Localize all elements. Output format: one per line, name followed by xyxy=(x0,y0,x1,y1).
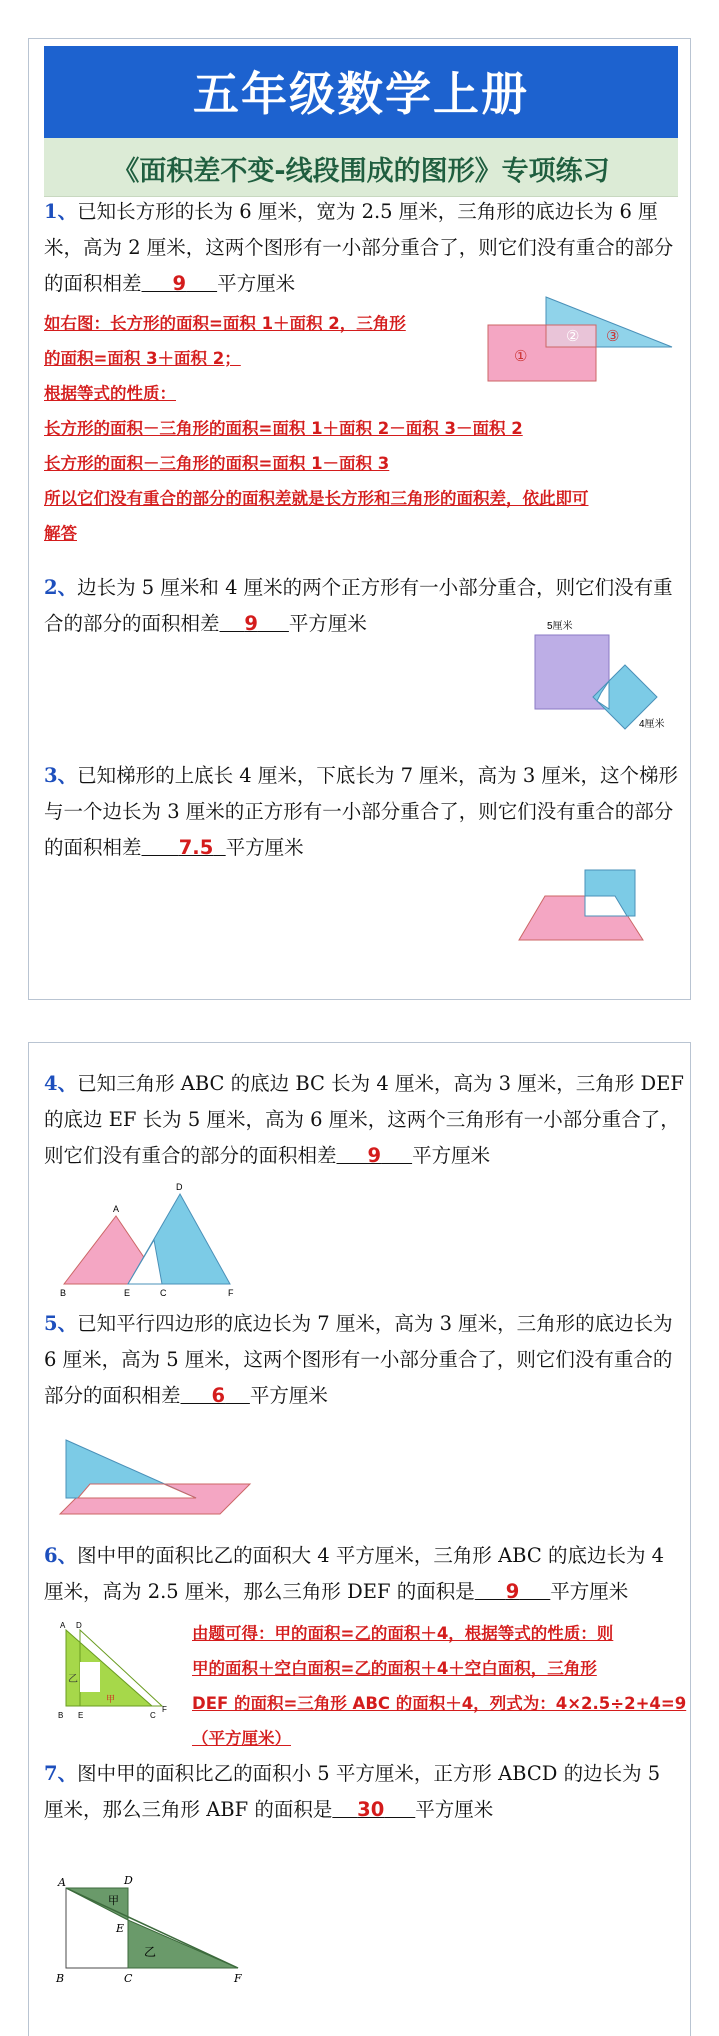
question-text: 已知平行四边形的底边长为 7 厘米，高为 3 厘米，三角形的底边长为 6 厘米，高为 5 厘米，这两个图形有一小部分重合了，则它们没有重合的部分的面积相差 xyxy=(44,1312,673,1407)
question-text: 边长为 5 厘米和 4 厘米的两个正方形有一小部分重合，则它们没有重合的部分的面积相差 xyxy=(44,576,673,635)
answer-unit: 平方厘米 xyxy=(412,1144,491,1167)
answer-blank xyxy=(332,1792,415,1828)
question-6 xyxy=(44,1538,684,1610)
figure-label: ① xyxy=(514,347,528,365)
subtitle-banner xyxy=(44,138,678,197)
question-number: 7、 xyxy=(44,1762,78,1785)
explain-line: （平方厘米） xyxy=(192,1729,291,1748)
answer-value: 9 xyxy=(367,1144,382,1167)
figure-two-squares xyxy=(525,615,695,735)
question-text: 已知梯形的上底长 4 厘米，下底长为 7 厘米，高为 3 厘米，这个梯形与一个边长为 3 厘米的正方形有一小部分重合了，则它们没有重合的部分的面积相差 xyxy=(44,764,678,859)
question-number: 6、 xyxy=(44,1544,78,1567)
explain-line: 长方形的面积－三角形的面积=面积 1＋面积 2－面积 3－面积 2 xyxy=(44,419,523,438)
figure-label: A xyxy=(58,1876,66,1889)
explain-line: DEF 的面积=三角形 ABC 的面积＋4，列式为：4×2.5÷2+4=9 xyxy=(192,1694,687,1713)
figure-rect-triangle xyxy=(478,295,688,385)
explain-line: 根据等式的性质： xyxy=(44,384,176,403)
question-number: 5、 xyxy=(44,1312,78,1335)
figure-label: D xyxy=(124,1874,133,1887)
figure-label: A xyxy=(60,1621,66,1630)
figure-label: 甲 xyxy=(106,1695,116,1705)
explain-line: 长方形的面积－三角形的面积=面积 1－面积 3 xyxy=(44,454,390,473)
figure-label: E xyxy=(78,1711,84,1720)
answer-value: 7.5 xyxy=(178,836,214,859)
answer-blank xyxy=(142,266,218,302)
figure-label: B xyxy=(60,1288,67,1298)
explain-line: 所以它们没有重合的部分的面积差就是长方形和三角形的面积差，依此即可 xyxy=(44,489,589,508)
explain-line: 如右图：长方形的面积=面积 1＋面积 2，三角形 xyxy=(44,314,406,333)
title-banner xyxy=(44,46,678,138)
figure-label: 乙 xyxy=(144,1945,157,1959)
answer-unit: 平方厘米 xyxy=(249,1384,328,1407)
answer-unit: 平方厘米 xyxy=(225,836,304,859)
figure-label: F xyxy=(234,1972,242,1985)
answer-blank xyxy=(337,1138,413,1174)
question-1 xyxy=(44,194,684,302)
question-number: 4、 xyxy=(44,1072,78,1095)
answer-unit: 平方厘米 xyxy=(288,612,367,635)
figure-label: C xyxy=(124,1972,133,1985)
question-number: 2、 xyxy=(44,576,78,599)
figure-label: B xyxy=(56,1972,65,1985)
figure-two-triangles xyxy=(58,1180,248,1298)
figure-label: D xyxy=(76,1621,82,1630)
question-text: 图中甲的面积比乙的面积大 4 平方厘米，三角形 ABC 的底边长为 4 厘米，高为 2.5 厘米，那么三角形 DEF 的面积是 xyxy=(44,1544,665,1603)
question-4 xyxy=(44,1066,684,1174)
figure-label: B xyxy=(58,1711,64,1720)
figure-label: 4厘米 xyxy=(639,719,665,730)
figure-trapezoid-square xyxy=(515,868,650,943)
figure-triangles-abc-def xyxy=(58,1622,178,1722)
question-number: 1、 xyxy=(44,200,78,223)
figure-label: D xyxy=(176,1182,183,1192)
answer-unit: 平方厘米 xyxy=(217,272,296,295)
figure-label: C xyxy=(160,1288,167,1298)
explain-line: 甲的面积＋空白面积=乙的面积＋4＋空白面积，三角形 xyxy=(192,1659,597,1678)
figure-label: 5厘米 xyxy=(547,621,573,632)
explain-line: 由题可得：甲的面积=乙的面积＋4，根据等式的性质：则 xyxy=(192,1624,614,1643)
figure-label: F xyxy=(228,1288,234,1298)
answer-unit: 平方厘米 xyxy=(550,1580,629,1603)
question-5 xyxy=(44,1306,684,1414)
answer-value: 6 xyxy=(211,1384,226,1407)
answer-blank xyxy=(475,1574,551,1610)
answer-value: 9 xyxy=(505,1580,520,1603)
question-7 xyxy=(44,1756,684,1828)
figure-label: F xyxy=(162,1705,167,1714)
page-subtitle: 《面积差不变-线段围成的图形》专项练习 xyxy=(112,156,610,187)
figure-square-abcd xyxy=(54,1876,254,1986)
figure-label: ② xyxy=(566,327,580,345)
question-text: 图中甲的面积比乙的面积小 5 平方厘米，正方形 ABCD 的边长为 5 厘米，那么三角形 ABF 的面积是 xyxy=(44,1762,661,1821)
figure-parallelogram-triangle xyxy=(60,1436,260,1516)
figure-label: C xyxy=(150,1711,156,1720)
question-text: 已知长方形的长为 6 厘米，宽为 2.5 厘米，三角形的底边长为 6 厘米，高为 2 厘米，这两个图形有一小部分重合了，则它们没有重合的部分的面积相差 xyxy=(44,200,674,295)
blank-region xyxy=(80,1662,100,1692)
page-title: 五年级数学上册 xyxy=(193,67,529,121)
question-number: 3、 xyxy=(44,764,78,787)
answer-blank xyxy=(220,606,289,642)
figure-label: ③ xyxy=(606,327,620,345)
answer-blank xyxy=(181,1378,250,1414)
answer-value: 30 xyxy=(357,1798,385,1821)
figure-label: 甲 xyxy=(108,1894,119,1907)
answer-value: 9 xyxy=(244,612,258,635)
explain-line: 解答 xyxy=(44,524,77,543)
figure-label: E xyxy=(124,1288,131,1298)
answer-blank xyxy=(142,830,226,866)
figure-label: A xyxy=(113,1204,120,1214)
question-text: 已知三角形 ABC 的底边 BC 长为 4 厘米，高为 3 厘米，三角形 DEF 的底边 EF 长为 5 厘米，高为 6 厘米，这两个三角形有一小部分重合了，则它们没有重合的部分的面积相差 xyxy=(44,1072,684,1167)
answer-unit: 平方厘米 xyxy=(415,1798,494,1821)
answer-value: 9 xyxy=(172,272,187,295)
figure-label: 乙 xyxy=(68,1674,78,1685)
figure-label: E xyxy=(116,1922,125,1935)
explain-line: 的面积=面积 3＋面积 2； xyxy=(44,349,241,368)
question-3 xyxy=(44,758,684,866)
